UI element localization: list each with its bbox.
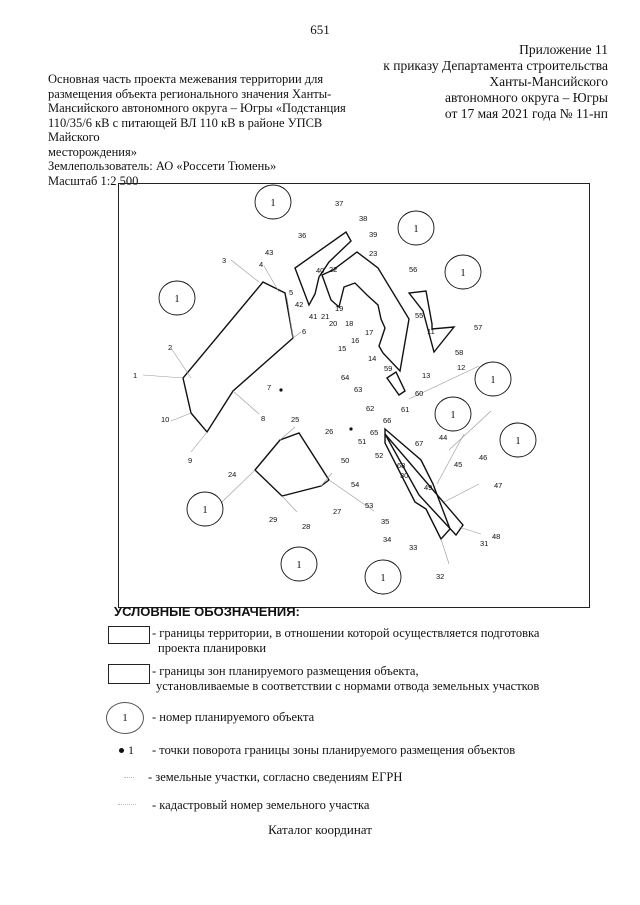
svg-text:32: 32: [436, 572, 445, 581]
svg-text:33: 33: [409, 543, 418, 552]
svg-text:62: 62: [366, 404, 375, 413]
svg-text:48: 48: [492, 532, 501, 541]
appendix-line: от 17 мая 2021 года № 11-нп: [444, 106, 608, 121]
appendix-line: автономного округа – Югры: [445, 90, 608, 105]
legend-text: - границы зон планируемого размещения объекта,: [152, 664, 419, 678]
svg-text:27: 27: [333, 507, 342, 516]
site-plan-map: [118, 183, 590, 608]
svg-text:15: 15: [338, 344, 347, 353]
svg-text:29: 29: [269, 515, 278, 524]
parcel-dot: [349, 427, 352, 430]
zone-substation: [255, 433, 329, 496]
legend-symbol-cadastral-number: [118, 804, 136, 805]
legend-item-territory: [152, 626, 592, 656]
svg-text:59: 59: [384, 364, 393, 373]
svg-text:63: 63: [354, 385, 363, 394]
zone-strip-right: [409, 291, 454, 352]
zone-small: [387, 372, 405, 395]
svg-text:1: 1: [270, 198, 276, 209]
svg-text:1: 1: [202, 505, 208, 516]
legend-text: проекта планировки: [158, 641, 267, 655]
zone-boundaries: [183, 232, 466, 539]
svg-text:16: 16: [351, 336, 360, 345]
svg-text:11: 11: [427, 327, 435, 336]
svg-text:56: 56: [409, 265, 418, 274]
svg-text:34: 34: [383, 535, 392, 544]
svg-text:18: 18: [345, 319, 354, 328]
svg-text:36: 36: [298, 231, 307, 240]
title-line: размещения объекта регионального значения Ханты-: [48, 86, 332, 101]
svg-text:1: 1: [490, 375, 496, 386]
svg-text:7: 7: [267, 383, 272, 392]
svg-text:44: 44: [439, 433, 448, 442]
svg-text:30: 30: [400, 471, 409, 480]
title-line: Мансийского автономного округа – Югры «Подстанция: [48, 101, 346, 115]
svg-text:51: 51: [358, 437, 367, 446]
svg-text:53: 53: [365, 501, 374, 510]
svg-text:38: 38: [359, 214, 368, 223]
svg-text:42: 42: [295, 300, 304, 309]
svg-text:37: 37: [335, 199, 344, 208]
svg-text:31: 31: [480, 539, 489, 548]
scale-line: Масштаб 1:2 500: [48, 173, 139, 188]
svg-text:64: 64: [341, 373, 350, 382]
title-line: месторождения»: [48, 144, 137, 159]
legend-symbol-object-number: 1: [106, 702, 144, 734]
svg-text:45: 45: [454, 460, 463, 469]
svg-text:20: 20: [329, 319, 338, 328]
leader-lines: [143, 260, 491, 564]
page-number: 651: [310, 22, 330, 37]
svg-text:54: 54: [351, 480, 360, 489]
svg-text:49: 49: [424, 483, 433, 492]
svg-text:46: 46: [479, 453, 488, 462]
zone-main-block: [183, 282, 293, 432]
svg-text:57: 57: [474, 323, 483, 332]
legend-title: УСЛОВНЫЕ ОБОЗНАЧЕНИЯ:: [114, 604, 300, 619]
svg-text:35: 35: [381, 517, 390, 526]
svg-text:24: 24: [228, 470, 237, 479]
svg-text:47: 47: [494, 481, 503, 490]
svg-text:12: 12: [457, 363, 466, 372]
svg-text:2: 2: [168, 343, 173, 352]
svg-text:25: 25: [291, 415, 300, 424]
svg-text:58: 58: [455, 348, 464, 357]
title-line: 110/35/6 кВ с питающей ВЛ 110 кВ в районе УПСВ Майского: [48, 115, 323, 144]
svg-text:1: 1: [174, 294, 180, 305]
map-drawing: [119, 184, 591, 609]
object-circles: [159, 185, 536, 594]
legend-text: установливаемые в соответствии с нормами отвода земельных участков: [156, 679, 540, 693]
svg-text:17: 17: [365, 328, 374, 337]
legend-item-cadastral-number: - кадастровый номер земельного участка: [152, 798, 370, 812]
legend-symbol-turn-point: [119, 748, 124, 753]
legend-symbol-egrn-parcels: [124, 777, 134, 778]
appendix-line: к приказу Департамента строительства: [383, 58, 608, 73]
svg-text:5: 5: [289, 288, 294, 297]
landuser-line: Землепользователь: АО «Россети Тюмень»: [48, 159, 277, 173]
svg-text:28: 28: [302, 522, 311, 531]
svg-text:41: 41: [309, 312, 318, 321]
svg-text:50: 50: [341, 456, 350, 465]
svg-text:19: 19: [335, 304, 344, 313]
legend-item-egrn-parcels: - земельные участки, согласно сведениям ЕГРН: [148, 770, 403, 784]
svg-text:23: 23: [369, 249, 378, 258]
svg-text:21: 21: [321, 312, 330, 321]
svg-text:1: 1: [460, 268, 466, 279]
svg-text:43: 43: [265, 248, 274, 257]
svg-text:4: 4: [259, 260, 264, 269]
document-header: [48, 72, 368, 188]
svg-text:22: 22: [329, 265, 338, 274]
legend-item-object-number: - номер планируемого объекта: [152, 710, 315, 724]
legend-swatch-territory: [108, 626, 150, 644]
svg-text:26: 26: [325, 427, 334, 436]
svg-text:1: 1: [450, 410, 456, 421]
svg-text:39: 39: [369, 230, 378, 239]
legend-item-turn-points: - точки поворота границы зоны планируемого размещения объектов: [152, 743, 516, 757]
svg-text:52: 52: [375, 451, 384, 460]
legend-text: - границы территории, в отношении которой осуществляется подготовка: [152, 626, 540, 640]
svg-text:1: 1: [515, 436, 521, 447]
svg-text:1: 1: [413, 224, 419, 235]
appendix-line: Приложение 11: [519, 42, 608, 57]
svg-text:10: 10: [161, 415, 170, 424]
parcel-dot: [279, 388, 282, 391]
svg-text:67: 67: [415, 439, 424, 448]
svg-text:3: 3: [222, 256, 227, 265]
svg-text:1: 1: [133, 371, 138, 380]
svg-text:8: 8: [261, 414, 266, 423]
point-number-labels: [133, 199, 502, 581]
svg-text:60: 60: [415, 389, 424, 398]
svg-text:9: 9: [188, 456, 193, 465]
svg-text:13: 13: [422, 371, 431, 380]
svg-text:61: 61: [401, 405, 410, 414]
legend-swatch-zone: [108, 664, 150, 684]
svg-text:65: 65: [370, 428, 379, 437]
title-line: Основная часть проекта межевания территории для: [48, 72, 324, 86]
legend-item-zone: [152, 664, 592, 694]
svg-text:1: 1: [380, 573, 386, 584]
appendix-block: [383, 42, 608, 122]
svg-text:55: 55: [415, 311, 424, 320]
svg-text:14: 14: [368, 354, 377, 363]
appendix-line: Ханты-Мансийского: [489, 74, 608, 89]
svg-text:66: 66: [383, 416, 392, 425]
svg-text:40: 40: [316, 266, 325, 275]
catalog-title: Каталог координат: [268, 822, 372, 837]
svg-text:1: 1: [296, 560, 302, 571]
svg-text:6: 6: [302, 327, 307, 336]
legend-symbol-turn-point-number: 1: [128, 743, 134, 757]
svg-text:68: 68: [397, 461, 406, 470]
